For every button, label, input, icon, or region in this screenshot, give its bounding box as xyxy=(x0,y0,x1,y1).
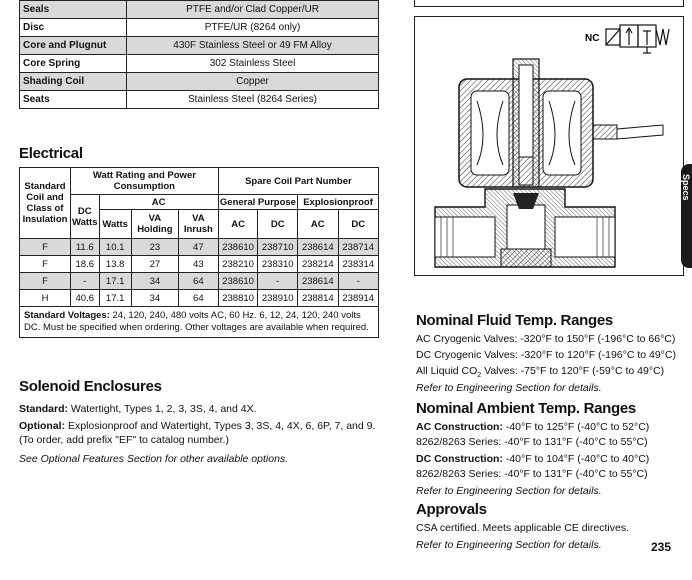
col-explosionproof: Explosionproof xyxy=(298,195,379,210)
fluid-ref: Refer to Engineering Section for details. xyxy=(416,382,602,394)
material-part: Shading Coil xyxy=(20,73,127,91)
cell: 238210 xyxy=(218,256,258,273)
table-row xyxy=(20,273,379,290)
standard-label: Standard: xyxy=(19,403,69,415)
enclosures-see-note: See Optional Features Section for other available options. xyxy=(19,453,289,465)
cell: 238614 xyxy=(298,239,338,256)
fluid-line-3-start: All Liquid CO xyxy=(416,365,478,377)
cell: 238814 xyxy=(298,290,338,307)
cell: - xyxy=(258,273,298,290)
table-row xyxy=(20,19,379,37)
material-value: PTFE/UR (8264 only) xyxy=(127,19,379,37)
ambient-ref: Refer to Engineering Section for details. xyxy=(416,485,602,497)
col-general-purpose: General Purpose xyxy=(219,196,296,208)
standard-text: Watertight, Types 1, 2, 3, 3S, 4, and 4X. xyxy=(68,403,257,415)
materials-table xyxy=(19,0,379,109)
cell: F xyxy=(20,256,71,273)
cell: 47 xyxy=(178,239,218,256)
col-watts: Watts xyxy=(99,210,131,239)
page-number: 235 xyxy=(651,540,672,554)
fluid-line-3-subscript: 2 xyxy=(477,372,482,380)
table-row xyxy=(20,256,379,273)
cell: 43 xyxy=(178,256,218,273)
enclosures-optional xyxy=(19,419,379,447)
voltage-note-label: Standard Voltages: xyxy=(24,310,110,321)
table-row xyxy=(20,55,379,73)
col-va-holding: VA Holding xyxy=(131,210,178,239)
col-dc-watts: DC Watts xyxy=(71,195,100,239)
voltage-note-text: 24, 120, 240, 480 volts AC, 60 Hz. 6, 12, 24, 120, 240 volts DC. Must be specified when ordering. Other voltages are available when required. xyxy=(24,310,369,333)
cell: H xyxy=(20,290,71,307)
cell: 238310 xyxy=(258,256,298,273)
cell: 238714 xyxy=(338,239,379,256)
material-part: Seals xyxy=(20,1,127,19)
table-row xyxy=(20,73,379,91)
approvals-text: CSA certified. Meets applicable CE directives. xyxy=(416,522,630,534)
nc-label: NC xyxy=(585,33,600,44)
cell: 17.1 xyxy=(99,273,131,290)
table-row xyxy=(20,37,379,55)
valve-body xyxy=(435,189,615,267)
approvals-heading: Approvals xyxy=(416,501,487,518)
cell: 17.1 xyxy=(99,290,131,307)
cell: 64 xyxy=(178,290,218,307)
cell: 11.6 xyxy=(71,239,100,256)
optional-text: Explosionproof and Watertight, Types 3, 3S, 4, 4X, 6, 6P, 7, and 9. (To order, add prefix "EF" to catalog number.) xyxy=(19,420,376,446)
col-spare-coil: Spare Coil Part Number xyxy=(218,168,378,195)
voltage-note-row xyxy=(20,307,379,338)
cell: 34 xyxy=(131,273,178,290)
table-row xyxy=(20,239,379,256)
cell: - xyxy=(71,273,100,290)
cell: 18.6 xyxy=(71,256,100,273)
voltage-note xyxy=(20,307,379,338)
cell: 238614 xyxy=(298,273,338,290)
fluid-line-2: DC Cryogenic Valves: -320°F to 120°F (-196°C to 49°C) xyxy=(416,349,676,361)
electrical-heading: Electrical xyxy=(19,145,83,162)
enclosures-standard xyxy=(19,402,379,416)
cell: 10.1 xyxy=(99,239,131,256)
approvals-ref: Refer to Engineering Section for details. xyxy=(416,539,602,551)
cell: 238214 xyxy=(298,256,338,273)
ambient-ac xyxy=(416,420,649,434)
material-part: Core and Plugnut xyxy=(20,37,127,55)
valve-cutaway-drawing xyxy=(415,17,683,275)
cell: F xyxy=(20,239,71,256)
nc-symbol-icon xyxy=(606,25,669,53)
cell: 23 xyxy=(131,239,178,256)
ambient-temp-heading: Nominal Ambient Temp. Ranges xyxy=(416,400,636,417)
optional-label: Optional: xyxy=(19,420,66,432)
cell: 238710 xyxy=(258,239,298,256)
fluid-line-3-end: Valves: -75°F to 120°F (-59°C to 49°C) xyxy=(481,365,665,377)
ambient-dc-label: DC Construction: xyxy=(416,453,503,465)
cell: 13.8 xyxy=(99,256,131,273)
col-va-inrush: VA Inrush xyxy=(178,210,218,239)
material-part: Seats xyxy=(20,91,127,109)
material-part: Core Spring xyxy=(20,55,127,73)
cell: 40.6 xyxy=(71,290,100,307)
cell: 238610 xyxy=(218,239,258,256)
cell: 238910 xyxy=(258,290,298,307)
material-value: PTFE and/or Clad Copper/UR xyxy=(127,1,379,19)
ambient-ac-text: -40°F to 125°F (-40°C to 52°C) xyxy=(502,421,650,433)
cell: - xyxy=(338,273,379,290)
electrical-table xyxy=(19,167,379,338)
table-row xyxy=(20,1,379,19)
col-standard-coil: Standard Coil and Class of Insulation xyxy=(20,168,71,239)
col-ac: AC xyxy=(99,195,218,210)
col-gp-dc: DC xyxy=(258,210,298,239)
top-box-edge xyxy=(414,0,684,7)
material-part: Disc xyxy=(20,19,127,37)
cell: 238314 xyxy=(338,256,379,273)
fluid-line-1: AC Cryogenic Valves: -320°F to 150°F (-196°C to 66°C) xyxy=(416,333,676,345)
solenoid-housing xyxy=(459,59,663,187)
table-row xyxy=(20,290,379,307)
ambient-dc-series: 8262/8263 Series: -40°F to 131°F (-40°C to 55°C) xyxy=(416,468,648,480)
cell: F xyxy=(20,273,71,290)
ambient-dc xyxy=(416,452,649,466)
cell: 238914 xyxy=(338,290,379,307)
fluid-temp-heading: Nominal Fluid Temp. Ranges xyxy=(416,312,613,329)
cell: 238610 xyxy=(218,273,258,290)
cell: 34 xyxy=(131,290,178,307)
ambient-ac-label: AC Construction: xyxy=(416,421,503,433)
material-value: 430F Stainless Steel or 49 FM Alloy xyxy=(127,37,379,55)
col-watt-rating: Watt Rating and Power Consumption xyxy=(71,168,219,195)
enclosures-heading: Solenoid Enclosures xyxy=(19,378,162,395)
material-value: Copper xyxy=(127,73,379,91)
ambient-dc-text: -40°F to 104°F (-40°C to 40°C) xyxy=(502,453,650,465)
material-value: 302 Stainless Steel xyxy=(127,55,379,73)
material-value: Stainless Steel (8264 Series) xyxy=(127,91,379,109)
ambient-ac-series: 8262/8263 Series: -40°F to 131°F (-40°C to 55°C) xyxy=(416,436,648,448)
table-row xyxy=(20,91,379,109)
col-ep-ac: AC xyxy=(298,210,338,239)
cell: 27 xyxy=(131,256,178,273)
col-gp-ac: AC xyxy=(218,210,258,239)
cell: 64 xyxy=(178,273,218,290)
specs-tab-label: Specs xyxy=(681,174,691,201)
specs-side-tab xyxy=(681,164,692,268)
cell: 238810 xyxy=(218,290,258,307)
valve-figure xyxy=(414,16,684,276)
col-ep-dc: DC xyxy=(338,210,379,239)
